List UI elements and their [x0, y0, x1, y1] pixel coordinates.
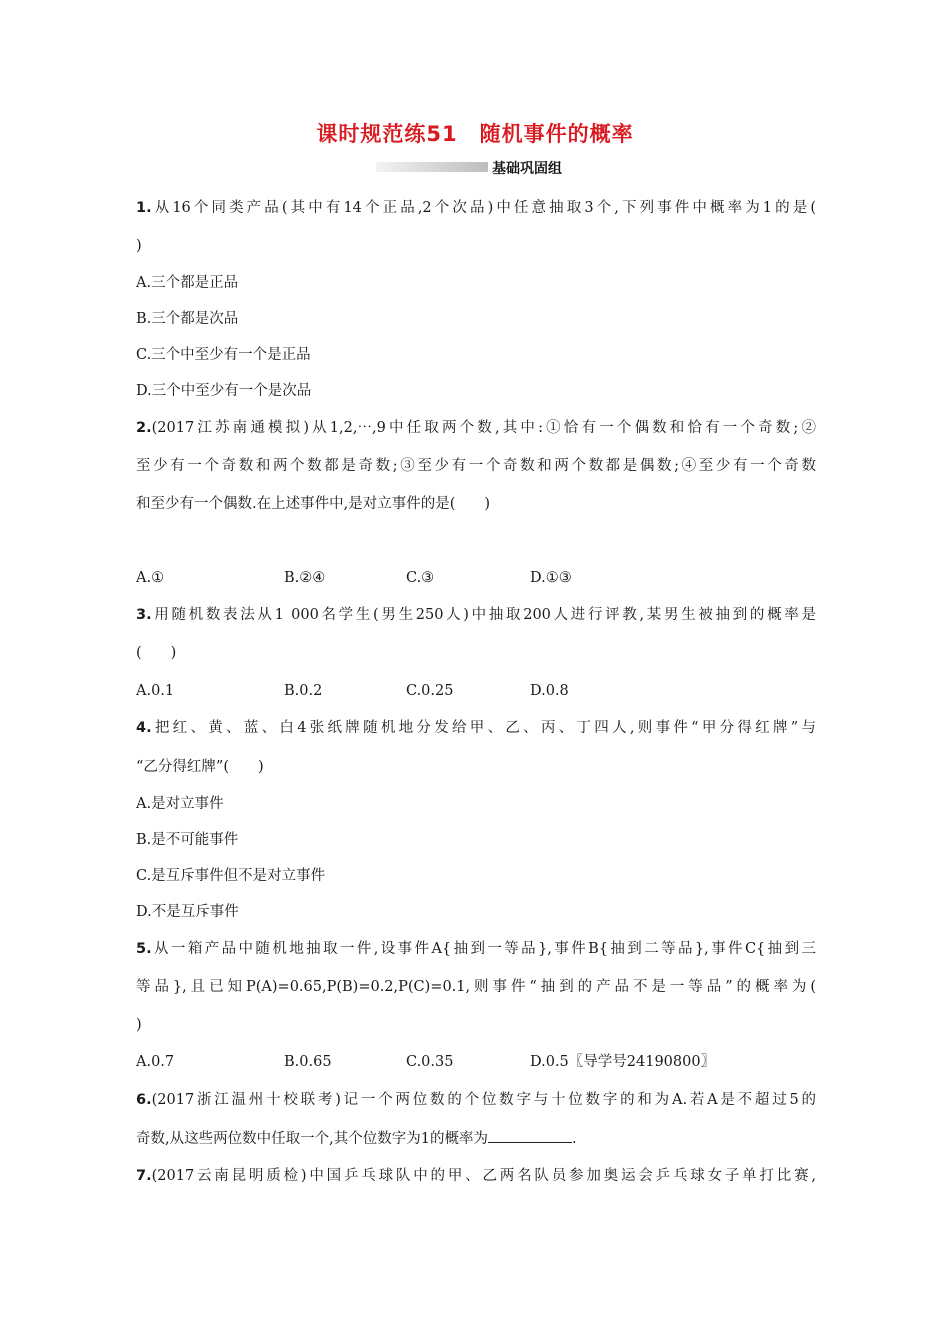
question-2-option-c: C.③ — [406, 570, 435, 586]
question-3-option-d: D.0.8 — [530, 683, 569, 699]
question-1-option-d: D.三个中至少有一个是次品 — [136, 383, 312, 399]
question-1-option-b: B.三个都是次品 — [136, 311, 239, 327]
question-5-option-a: A.0.7 — [136, 1054, 175, 1070]
question-text-end: . — [571, 1131, 577, 1147]
question-1-line-1 — [136, 198, 816, 218]
page-title: 课时规范练51 随机事件的概率 — [316, 122, 634, 146]
question-2-line-3: 和至少有一个偶数.在上述事件中,是对立事件的是( ) — [136, 496, 491, 512]
question-3-option-a: A.0.1 — [136, 683, 175, 699]
question-text: 把红、黄、蓝、白4张纸牌随机地分发给甲、乙、丙、丁四人,则事件“甲分得红牌”与 — [151, 720, 816, 736]
question-number: 4. — [136, 720, 152, 736]
section-decor-bar — [376, 162, 488, 172]
question-3-line-2: ( ) — [136, 645, 177, 661]
question-5-line-2: 等品},且已知P(A)=0.65,P(B)=0.2,P(C)=0.1,则事件“抽到的产品不是一等品”的概率为( — [136, 979, 816, 995]
question-2-option-a: A.① — [136, 570, 165, 586]
question-number: 1. — [136, 200, 152, 216]
question-7-line-1 — [136, 1166, 816, 1186]
section-heading: 基础巩固组 — [492, 161, 562, 177]
question-6-line-2 — [136, 1128, 816, 1149]
question-text: (2017浙江温州十校联考)记一个两位数的个位数字与十位数字的和为A.若A是不超过5的 — [151, 1092, 816, 1108]
question-1-line-2: ) — [136, 238, 142, 254]
question-3-option-c: C.0.25 — [406, 683, 454, 699]
question-4-option-d: D.不是互斥事件 — [136, 904, 239, 920]
question-5-line-1 — [136, 939, 816, 959]
question-3-line-1 — [136, 605, 816, 625]
question-1-option-c: C.三个中至少有一个是正品 — [136, 347, 311, 363]
question-6-line-1 — [136, 1090, 816, 1110]
question-5-option-b: B.0.65 — [284, 1054, 332, 1070]
question-2-option-d: D.①③ — [530, 570, 572, 586]
question-5-line-3: ) — [136, 1017, 142, 1033]
question-2-line-1 — [136, 418, 816, 438]
question-number: 7. — [136, 1168, 152, 1184]
answer-blank[interactable] — [488, 1128, 572, 1143]
question-4-option-b: B.是不可能事件 — [136, 832, 239, 848]
question-number: 2. — [136, 420, 152, 436]
question-number: 3. — [136, 607, 152, 623]
question-3-option-b: B.0.2 — [284, 683, 323, 699]
question-number: 6. — [136, 1092, 152, 1108]
question-2-line-2: 至少有一个奇数和两个数都是奇数;③至少有一个奇数和两个数都是偶数;④至少有一个奇数 — [136, 458, 816, 474]
question-4-option-a: A.是对立事件 — [136, 796, 224, 812]
question-5-option-d: D.0.5〖导学号24190800〗 — [530, 1054, 716, 1070]
question-4-line-2: “乙分得红牌”( ) — [136, 759, 264, 775]
question-text: (2017云南昆明质检)中国乒乓球队中的甲、乙两名队员参加奥运会乒乓球女子单打比赛, — [151, 1168, 816, 1184]
question-4-line-1 — [136, 718, 816, 738]
question-text: 用随机数表法从1 000名学生(男生250人)中抽取200人进行评教,某男生被抽到的概率是 — [151, 607, 816, 623]
question-2-option-b: B.②④ — [284, 570, 326, 586]
question-text: 奇数,从这些两位数中任取一个,其个位数字为1的概率为 — [136, 1131, 488, 1147]
question-4-option-c: C.是互斥事件但不是对立事件 — [136, 868, 326, 884]
question-text: (2017江苏南通模拟)从1,2,⋯,9中任取两个数,其中:①恰有一个偶数和恰有一个奇数;② — [151, 420, 816, 436]
question-5-option-c: C.0.35 — [406, 1054, 454, 1070]
question-number: 5. — [136, 941, 152, 957]
question-text: 从16个同类产品(其中有14个正品,2个次品)中任意抽取3个,下列事件中概率为1的是( — [151, 200, 816, 216]
question-text: 从一箱产品中随机地抽取一件,设事件A{抽到一等品},事件B{抽到二等品},事件C{抽到三 — [151, 941, 816, 957]
question-1-option-a: A.三个都是正品 — [136, 275, 239, 291]
